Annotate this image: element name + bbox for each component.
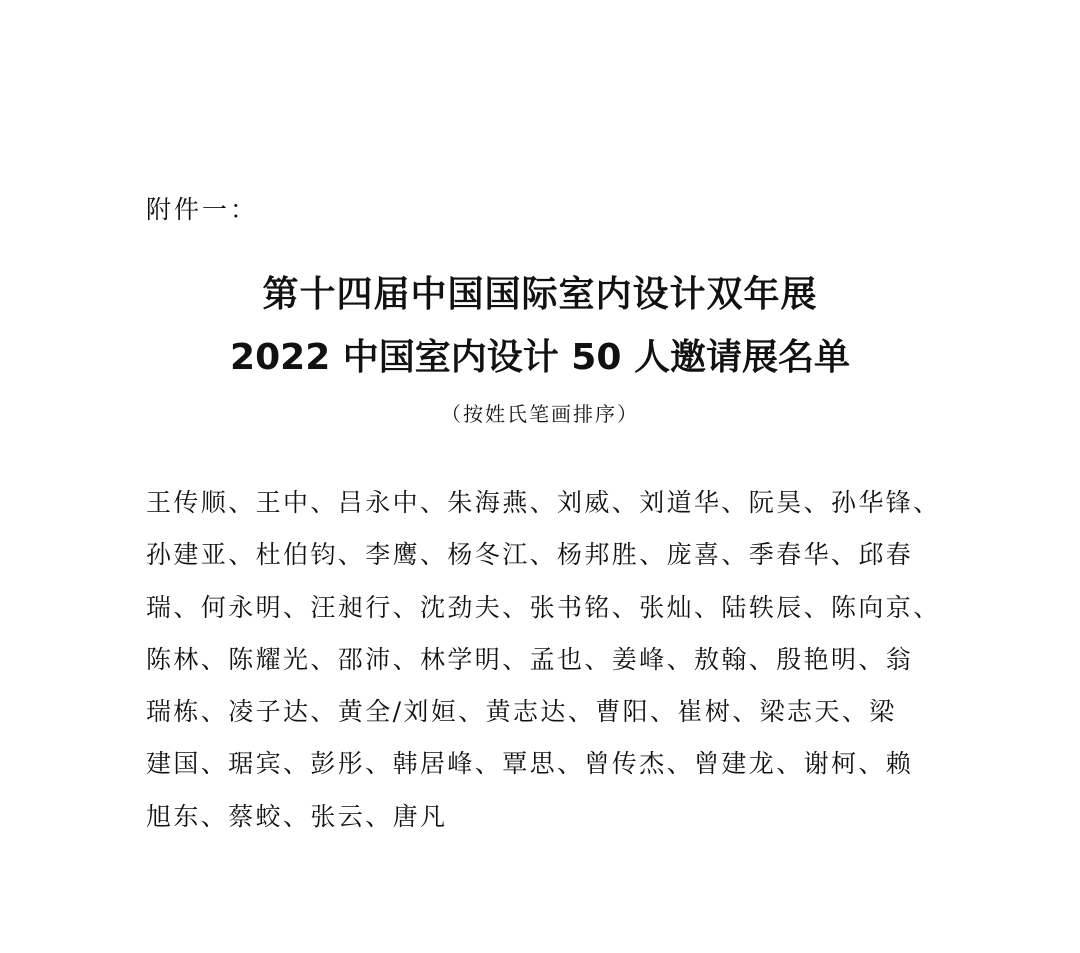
name-list-line: 孙建亚、杜伯钧、李鹰、杨冬江、杨邦胜、庞喜、季春华、邱春 [146, 540, 914, 570]
document-title-line-1: 第十四届中国国际室内设计双年展 [262, 274, 818, 315]
document-title-line-2: 2022 中国室内设计 50 人邀请展名单 [230, 337, 850, 378]
name-list-line: 瑞栋、凌子达、黄全/刘姮、黄志达、曹阳、崔树、梁志天、梁 [146, 697, 897, 727]
name-list-line: 王传顺、王中、吕永中、朱海燕、刘威、刘道华、阮昊、孙华锋、 [146, 488, 941, 517]
attachment-label: 附件一： [146, 195, 259, 224]
name-list-line: 建国、琚宾、彭彤、韩居峰、覃思、曾传杰、曾建龙、谢柯、赖 [146, 749, 914, 779]
name-list-line: 陈林、陈耀光、邵沛、林学明、孟也、姜峰、敖翰、殷艳明、翁 [146, 644, 914, 674]
name-list-line: 旭东、蔡蛟、张云、唐凡 [146, 801, 448, 831]
name-list [146, 477, 946, 843]
sorting-note: （按姓氏笔画排序） [441, 402, 639, 426]
name-list-line: 瑞、何永明、汪昶行、沈劲夫、张书铭、张灿、陆轶辰、陈向京、 [146, 592, 941, 622]
